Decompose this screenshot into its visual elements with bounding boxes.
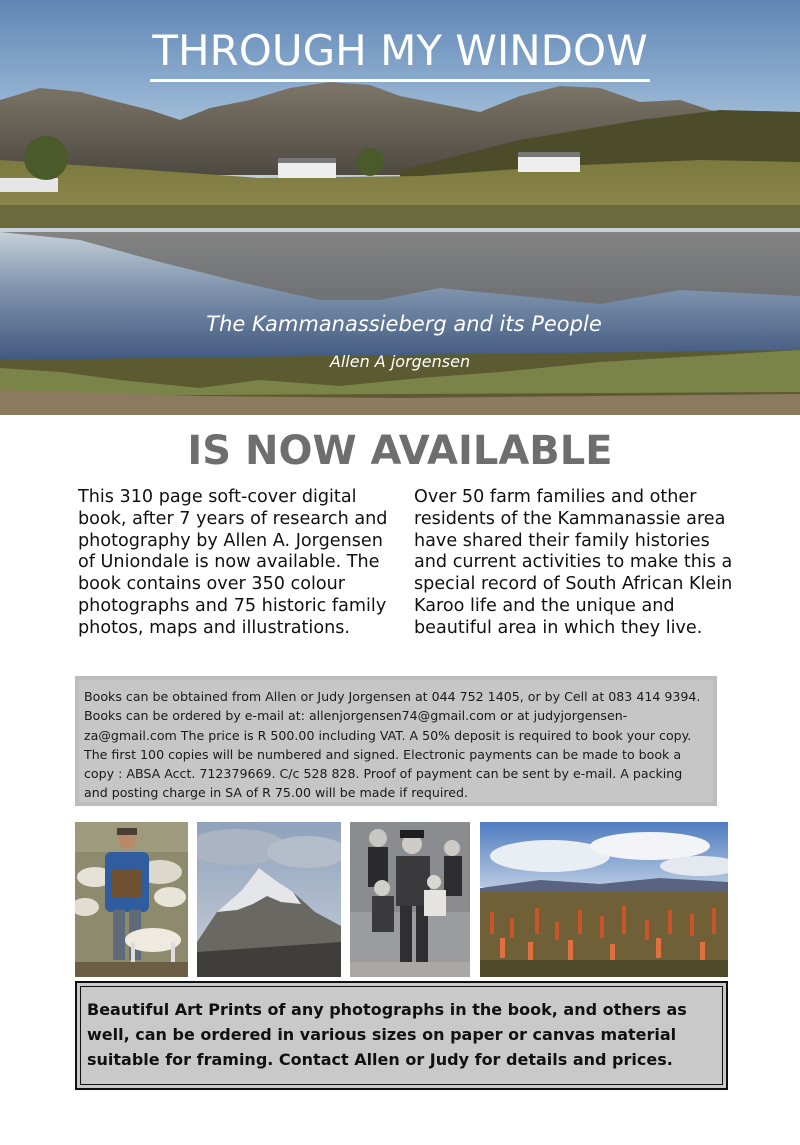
- snow-mountain-photo: [197, 822, 341, 977]
- art-prints-box: [75, 981, 728, 1090]
- farmer-with-sheep-photo: [75, 822, 188, 977]
- cover-photo: [0, 0, 800, 415]
- book-author: Allen A jorgensen: [329, 352, 471, 371]
- order-info-box: Books can be obtained from Allen or Judy Jorgensen at 044 752 1405, or by Cell at 083 414 9394. Books can be ordered by e-mail at: allenjorgensen74@gmail.com or at judyjorgensen-za@gmail.com The price is R 500.00 including VAT. A 50% deposit is required to book your copy. The first 100 copies will be numbered and signed. Electronic payments can be made to book a copy : ABSA Acct. 712379669. C/c 528 828. Proof of payment can be sent by e-mail. A packing and posting charge in SA of R 75.00 will be made if required.: [75, 676, 717, 806]
- book-title: [0, 26, 800, 75]
- availability-headline: IS NOW AVAILABLE: [187, 428, 613, 474]
- families-description-column: Over 50 farm families and other residents of the Kammanassie area have shared their family histories and current activities to make this a special record of South African Klein Karoo life and the unique and beautiful area in which they live.: [414, 487, 733, 638]
- aloe-field-photo: [480, 822, 728, 977]
- book-title-text: THROUGH MY WINDOW: [150, 26, 649, 82]
- historic-family-photo: [350, 822, 470, 977]
- book-description-column: This 310 page soft-cover digital book, after 7 years of research and photography by Allen A. Jorgensen of Uniondale is now available. The book contains over 350 colour photographs and 75 historic family photos, maps and illustrations.: [78, 487, 388, 638]
- book-subtitle: The Kammanassieberg and its People: [206, 312, 602, 336]
- art-prints-text: Beautiful Art Prints of any photographs in the book, and others as well, can be ordered in various sizes on paper or canvas material suitable for framing. Contact Allen or Judy for details and prices.: [80, 986, 723, 1085]
